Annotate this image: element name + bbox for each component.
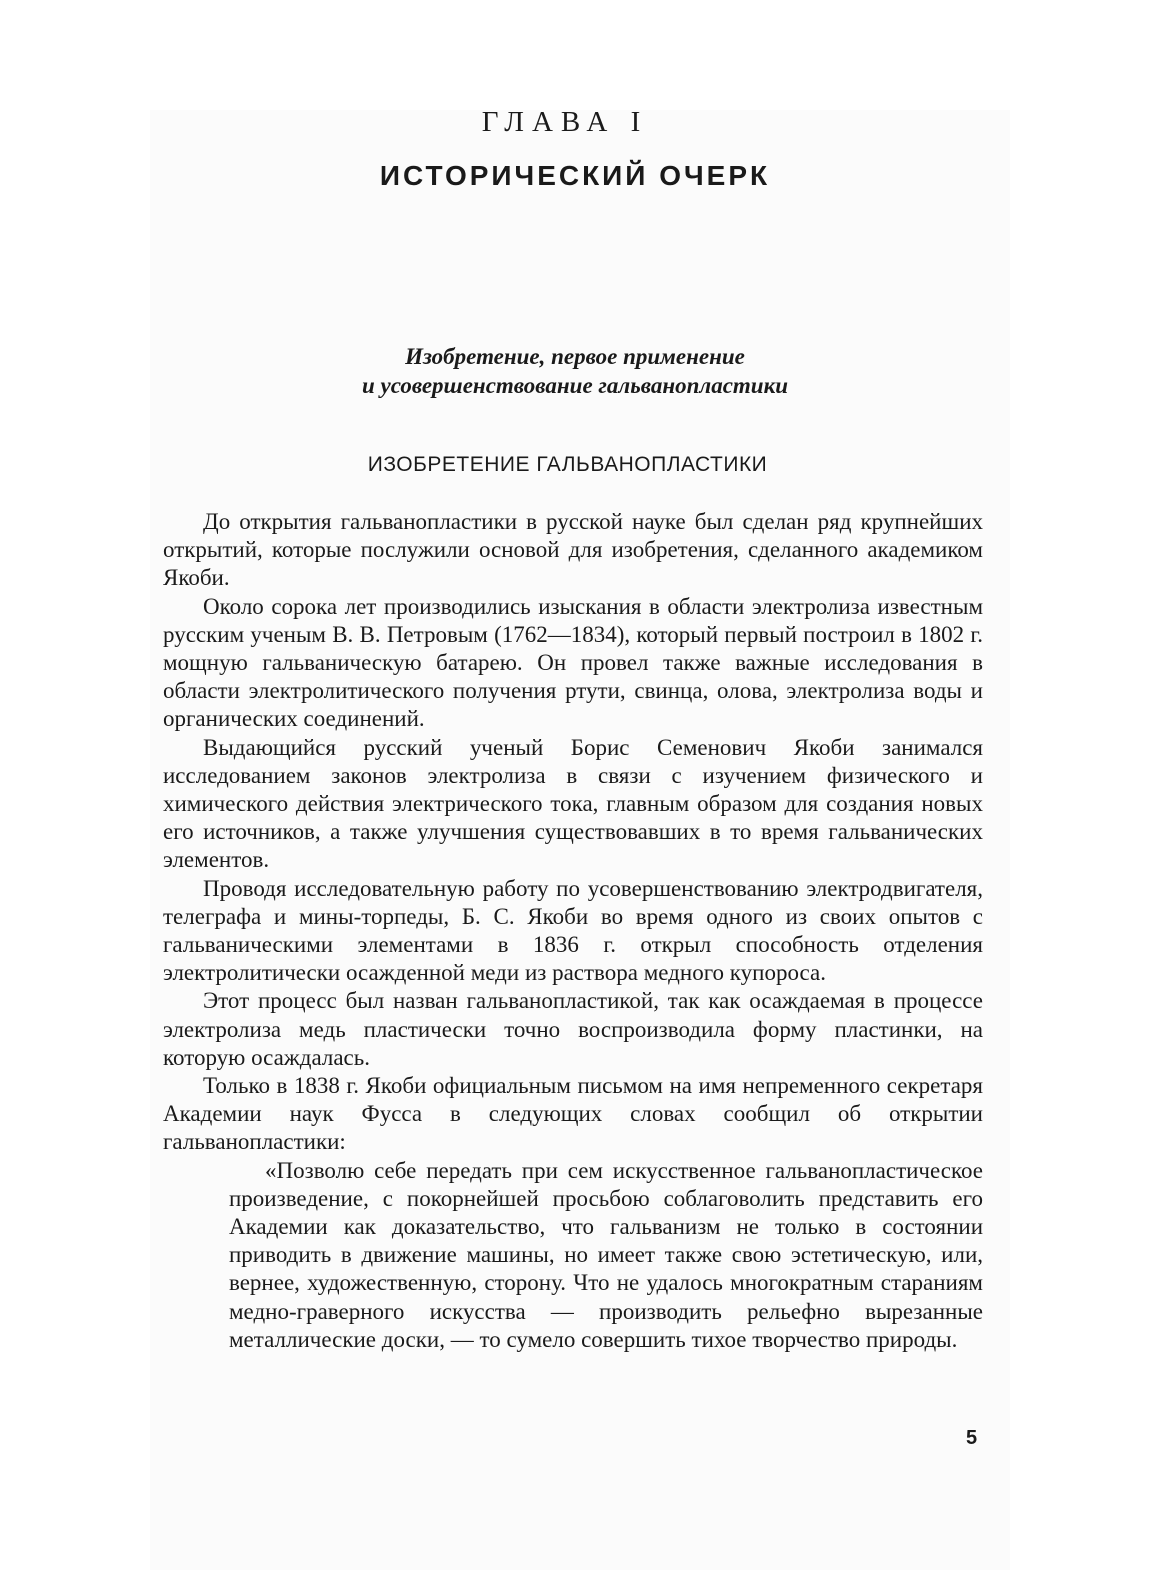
paragraph: Проводя исследовательную работу по усовершенствованию электродвигателя, телеграфа и мины-торпеды, Б. С. Якоби во время одного из своих опытов с гальваническими элементами в 1836 г. открыл способность отделения электролитически осажденной меди из раствора медного купороса. [163, 875, 983, 986]
chapter-title: ИСТОРИЧЕСКИЙ ОЧЕРК [379, 160, 771, 191]
paragraph: Только в 1838 г. Якоби официальным письмом на имя непременного секретаря Академии наук Фусса в следующих словах сообщил об открытии гальванопластики: [163, 1073, 983, 1155]
block-quote: «Позволю себе передать при сем искусственное гальванопластическое произведение, с покорнейшей просьбою соблаговолить представить его Академии как доказательство, что гальванизм не только в состоянии приводить в движение машины, но имеет также свою эстетическую, или, вернее, художественную, сторону. Что не удалось многократным стараниям медно-граверного искусства — производить рельефно вырезанные металлические доски, — то сумело совершить тихое творчество природы. [229, 1157, 983, 1352]
subsection-heading: ИЗОБРЕТЕНИЕ ГАЛЬВАНОПЛАСТИКИ [367, 453, 768, 476]
paragraph: Выдающийся русский ученый Борис Семенович Якоби занимался исследованием законов электролиза в связи с изучением физического и химического действия электрического тока, главным образом для создания новых его источников, а также улучшения существовавших в то время гальванических элементов. [163, 734, 983, 873]
paragraph: Этот процесс был назван гальванопластикой, так как осаждаемая в процессе электролиза медь пластически точно воспроизводила форму пластинки, на которую осаждалась. [163, 988, 983, 1070]
section-heading-line-1: Изобретение, первое применение [405, 344, 745, 369]
chapter-label: ГЛАВА I [481, 106, 649, 138]
paragraph: До открытия гальванопластики в русской науке был сделан ряд крупнейших открытий, которые послужили основой для изобретения, сделанного академиком Якоби. [163, 509, 983, 591]
section-heading [0, 342, 1150, 400]
section-heading-line-2: и усовершенствование гальванопластики [361, 373, 789, 398]
paragraph: Около сорока лет производились изыскания в области электролиза известным русским ученым В. В. Петровым (1762—1834), который первый построил в 1802 г. мощную гальваническую батарею. Он провел также важные исследования в области электролитического получения ртути, свинца, олова, электролиза воды и органических соединений. [163, 593, 983, 732]
body-text [163, 508, 983, 1354]
page-number: 5 [966, 1427, 978, 1449]
